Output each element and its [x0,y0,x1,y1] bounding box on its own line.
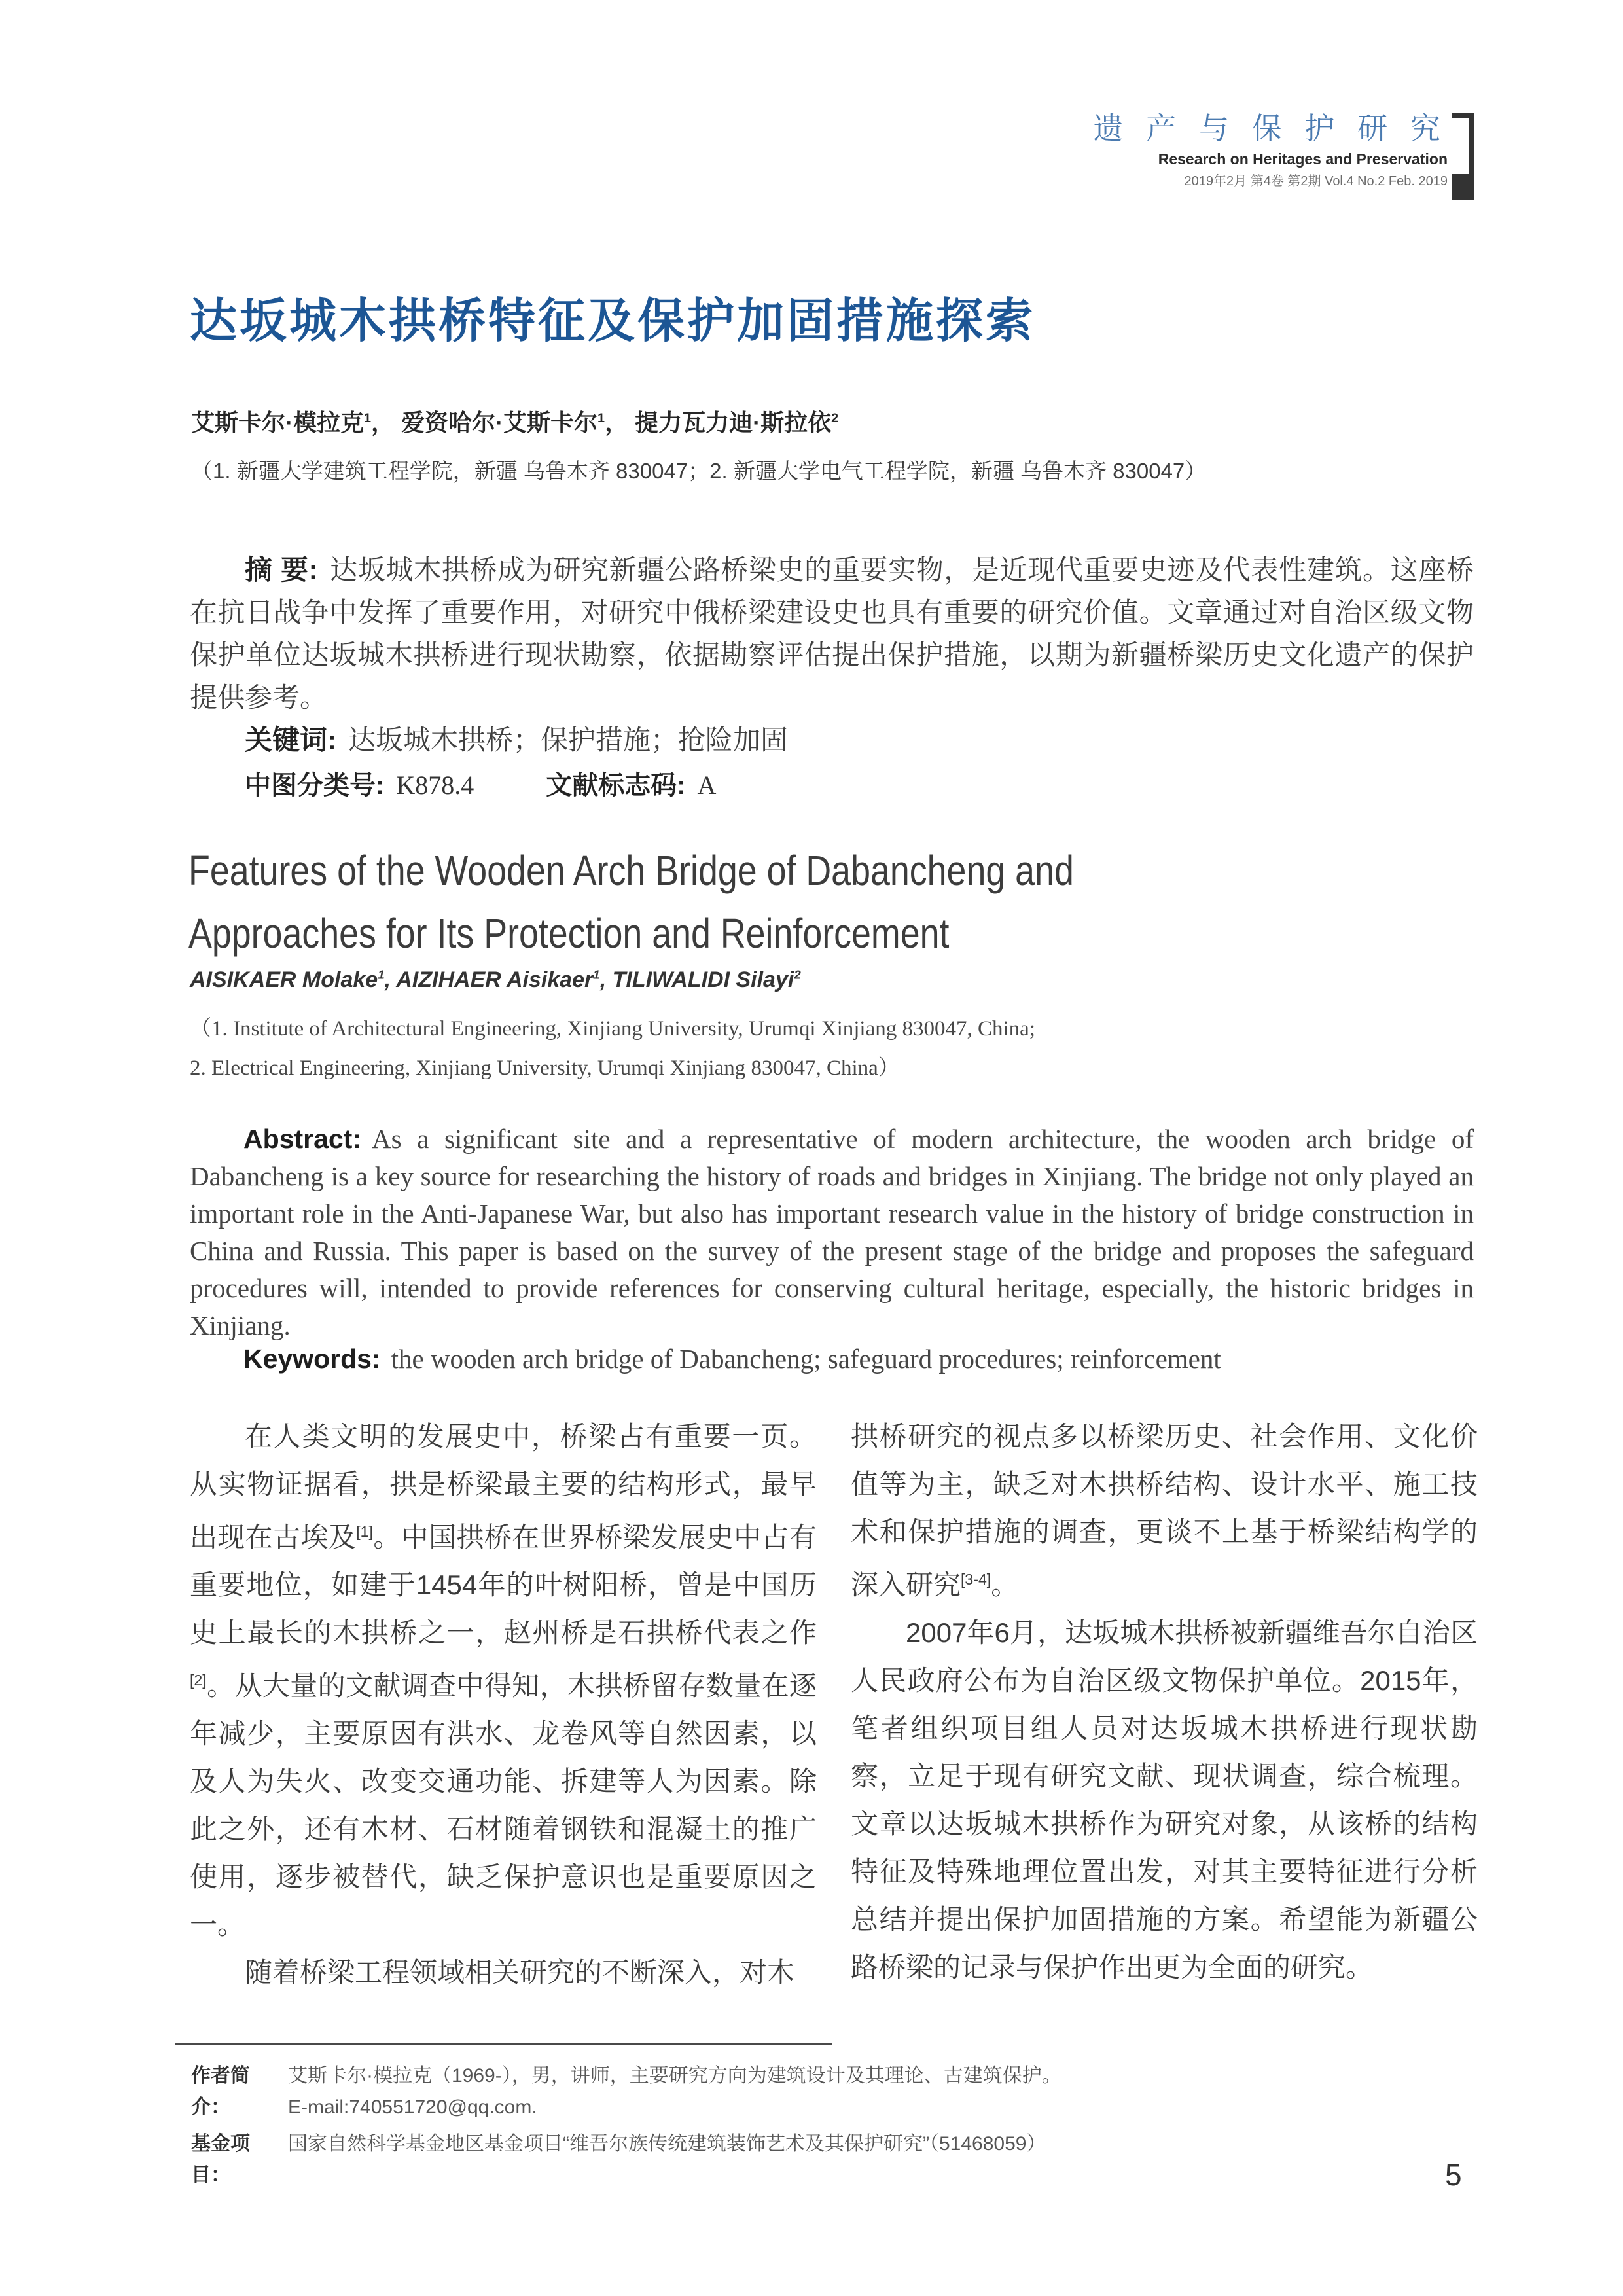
abstract-label-en: Abstract: [243,1124,361,1154]
abstract-cn [190,548,1474,719]
author-cn: 爱资哈尔·艾斯卡尔$^1$， [401,409,629,436]
affiliation-en [190,1009,1035,1088]
author-email: E-mail:740551720@qq.com. [288,2096,537,2118]
keywords-cn [190,719,1474,758]
title-en-line2: Approaches for Its Protection and Reinforcement [188,910,950,957]
keywords-label-en: Keywords: [243,1344,381,1374]
keywords-text-cn: 达坂城木拱桥；保护措施；抢险加固 [348,725,789,755]
affiliation-en-line2: 2. Electrical Engineering, Xinjiang University, Urumqi Xinjiang 830047, China） [190,1056,900,1080]
fund-label: 基金项目： [191,2133,250,2186]
author-bio-row [191,2060,1474,2123]
abstract-label-cn: 摘 要: [245,554,318,585]
author-en: TILIWALIDI Silayi$^2$ [612,967,801,992]
journal-name-cn: 遗 产 与 保 护 研 究 [1093,111,1448,145]
keywords-en [190,1343,1474,1374]
authors-en [190,967,801,993]
author-bio-label: 作者简介： [191,2065,250,2118]
body-column-left [190,1412,817,1996]
journal-masthead [1093,110,1448,191]
body-paragraph: 2007年6月，达坂城木拱桥被新疆维吾尔自治区人民政府公布为自治区级文物保护单位。2015年，笔者组织项目组人员对达坂城木拱桥进行现状勘察，立足于现有研究文献、现状调查，综合梳理。文章以达坂城木拱桥作为研究对象，从该桥的结构特征及特殊地理位置出发，对其主要特征进行分析总结并提出保护加固措施的方案。希望能为新疆公路桥梁的记录与保护作出更为全面的研究。 [851,1617,1478,1982]
body-column-right [851,1412,1478,1991]
journal-bracket-mark-icon [1452,113,1474,199]
journal-bracket-square-icon [1452,174,1474,200]
abstract-text-cn: 达坂城木拱桥成为研究新疆公路桥梁史的重要实物，是近现代重要史迹及代表性建筑。这座桥在抗日战争中发挥了重要作用，对研究中俄桥梁建设史也具有重要的研究价值。文章通过对自治区级文物保护单位达坂城木拱桥进行现状勘察，依据勘察评估提出保护措施，以期为新疆桥梁历史文化遗产的保护提供参考。 [190,554,1474,713]
author-cn: 艾斯卡尔·模拉克$^1$， [191,409,395,436]
classification-row [190,764,1474,802]
author-bio-text: 艾斯卡尔·模拉克（1969-），男，讲师，主要研究方向为建筑设计及其理论、古建筑保护。 [288,2065,1061,2087]
doc-code-label: 文献标志码: [546,771,686,800]
clc-label: 中图分类号: [245,771,385,800]
affiliation-en-line1: （1. Institute of Architectural Engineering, Xinjiang University, Urumqi Xinjiang 830047, China; [190,1017,1035,1041]
author-bio-content [288,2060,1474,2123]
affiliation-cn: （1. 新疆大学建筑工程学院，新疆 乌鲁木齐 830047；2. 新疆大学电气工程学院，新疆 乌鲁木齐 830047） [191,459,1207,483]
body-paragraph: 随着桥梁工程领域相关研究的不断深入，对木 [245,1957,795,1988]
footnotes [191,2060,1474,2197]
body-paragraph: 拱桥研究的视点多以桥梁历史、社会作用、文化价值等为主，缺乏对木拱桥结构、设计水平、施工技术和保护措施的调查，更谈不上基于桥梁结构学的深入研究[3-4]。 [851,1421,1478,1600]
doc-code-value: A [697,770,717,800]
title-en-line1: Features of the Wooden Arch Bridge of Dabancheng and [188,847,1074,894]
journal-issue-line: 2019年2月 第4卷 第2期 Vol.4 No.2 Feb. 2019 [1184,174,1448,188]
author-cn: 提力瓦力迪·斯拉依$^2$ [635,409,839,436]
abstract-text-en: As a significant site and a representative of modern architecture, the wooden arch bridge of Dabancheng is a key source for researching the history of roads and bridges in Xinjiang. The bridge not only played an important role in the Anti-Japanese War, but also has important research value in the history of bridge construction in China and Russia. This paper is based on the survey of the present stage of the bridge and proposes the safeguard procedures will, intended to provide references for conserving cultural heritage, especially, the historic bridges in Xinjiang. [190,1124,1474,1340]
keywords-label-cn: 关键词: [245,725,336,755]
author-en: AISIKAER Molake$^1$, [190,967,397,992]
body-paragraph: 在人类文明的发展史中，桥梁占有重要一页。从实物证据看，拱是桥梁最主要的结构形式，最早出现在古埃及[1]。中国拱桥在世界桥梁发展史中占有重要地位，如建于1454年的叶树阳桥，曾是中国历史上最长的木拱桥之一，赵州桥是石拱桥代表之作[2]。从大量的文献调查中得知，木拱桥留存数量在逐年减少，主要原因有洪水、龙卷风等自然因素，以及人为失火、改变交通功能、拆建等人为因素。除此之外，还有木材、石材随着钢铁和混凝土的推广使用，逐步被替代，缺乏保护意识也是重要原因之一。 [190,1421,817,1940]
author-en: AIZIHAER Aisikaer$^1$, [396,967,613,992]
keywords-text-en: the wooden arch bridge of Dabancheng; safeguard procedures; reinforcement [391,1344,1221,1374]
footnote-divider [175,2043,832,2045]
article-title-cn: 达坂城木拱桥特征及保护加固措施探索 [190,295,1036,348]
clc-value: K878.4 [396,770,474,800]
abstract-en [190,1121,1474,1344]
fund-row [191,2128,1474,2191]
journal-name-en: Research on Heritages and Preservation [1158,151,1448,168]
fund-text: 国家自然科学基金地区基金项目“维吾尔族传统建筑装饰艺术及其保护研究”（51468059） [288,2133,1046,2155]
article-title-en [188,839,1243,965]
authors-cn [191,404,838,438]
page-number: 5 [1445,2158,1462,2192]
